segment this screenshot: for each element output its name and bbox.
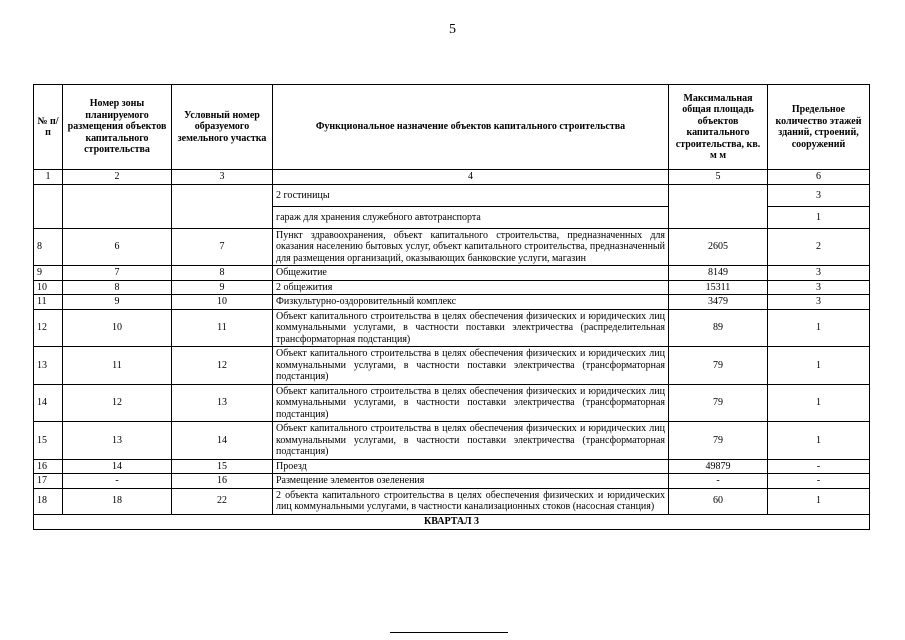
column-number-row [34, 170, 870, 185]
area-cell: 3479 [669, 295, 768, 310]
table-row [34, 295, 870, 310]
header-area: Максимальная общая площадь объектов капитального строительства, кв. м м [669, 85, 768, 170]
zone-cell: 10 [63, 309, 172, 347]
floors-cell: 3 [768, 266, 870, 281]
function-cell: 2 объекта капитального строительства в целях обеспечения физических и юридических лиц коммунальными услугами, в частности канализационных стоков (насосная станция) [273, 488, 669, 514]
table-cell [172, 184, 273, 228]
function-cell: 2 общежития [273, 280, 669, 295]
area-cell: 2605 [669, 228, 768, 266]
continuation-floors [768, 184, 870, 228]
area-cell: 79 [669, 347, 768, 385]
column-number: 4 [273, 170, 669, 185]
area-cell: 49879 [669, 459, 768, 474]
area-cell: 8149 [669, 266, 768, 281]
area-cell: 60 [669, 488, 768, 514]
zone-cell: 13 [63, 422, 172, 460]
table-cell [34, 184, 63, 228]
header-zone: Номер зоны планируемого размещения объектов капитального строительства [63, 85, 172, 170]
area-cell: 89 [669, 309, 768, 347]
row-index-cell: 14 [34, 384, 63, 422]
function-cell: Размещение элементов озеленения [273, 474, 669, 489]
zone-cell: 18 [63, 488, 172, 514]
floors-cell: 2 [768, 228, 870, 266]
table-row [34, 280, 870, 295]
floors-cell: 3 [816, 189, 821, 201]
row-index-cell: 18 [34, 488, 63, 514]
area-cell: - [669, 474, 768, 489]
row-index-cell: 11 [34, 295, 63, 310]
plot-cell: 16 [172, 474, 273, 489]
function-cell: Объект капитального строительства в целях обеспечения физических и юридических лиц коммунальными услугами, в частности поставки электричества (трансформаторная подстанция) [273, 422, 669, 460]
zone-cell: 12 [63, 384, 172, 422]
floors-cell: 1 [768, 347, 870, 385]
floors-cell: 3 [768, 280, 870, 295]
function-cell: Проезд [273, 459, 669, 474]
table-row [34, 347, 870, 385]
zone-cell: 6 [63, 228, 172, 266]
floors-cell: 3 [768, 295, 870, 310]
table-row [34, 228, 870, 266]
column-number: 3 [172, 170, 273, 185]
continuation-row [34, 184, 870, 228]
floors-cell: 1 [768, 384, 870, 422]
row-index-cell: 10 [34, 280, 63, 295]
area-cell: 79 [669, 384, 768, 422]
row-index-cell: 16 [34, 459, 63, 474]
header-index: № п/п [34, 85, 63, 170]
column-number: 2 [63, 170, 172, 185]
table-body [34, 170, 870, 515]
function-cell: Общежитие [273, 266, 669, 281]
footer-divider [390, 632, 508, 633]
function-cell: Объект капитального строительства в целях обеспечения физических и юридических лиц коммунальными услугами, в частности поставки электричества (трансформаторная подстанция) [273, 347, 669, 385]
function-cell: 2 гостиницы [276, 189, 330, 201]
table-cell [63, 184, 172, 228]
function-cell: Объект капитального строительства в целях обеспечения физических и юридических лиц коммунальными услугами, в частности поставки электричества (распределительная трансформаторная подстанция) [273, 309, 669, 347]
zone-cell: 9 [63, 295, 172, 310]
zone-cell: - [63, 474, 172, 489]
header-row [34, 85, 870, 170]
plot-cell: 9 [172, 280, 273, 295]
table-row [34, 422, 870, 460]
continuation-functions [273, 184, 669, 228]
plot-cell: 14 [172, 422, 273, 460]
row-index-cell: 12 [34, 309, 63, 347]
floors-cell: 1 [768, 309, 870, 347]
table-row [34, 384, 870, 422]
quarter-row [34, 514, 870, 529]
zoning-table [33, 84, 870, 530]
plot-cell: 7 [172, 228, 273, 266]
header-floors: Предельное количество этажей зданий, строений, сооружений [768, 85, 870, 170]
table-row [34, 488, 870, 514]
row-index-cell: 17 [34, 474, 63, 489]
plot-cell: 22 [172, 488, 273, 514]
function-cell: гараж для хранения служебного автотранспорта [273, 206, 668, 228]
plot-cell: 10 [172, 295, 273, 310]
function-cell: Объект капитального строительства в целях обеспечения физических и юридических лиц коммунальными услугами, в частности поставки электричества (трансформаторная подстанция) [273, 384, 669, 422]
table-row [34, 309, 870, 347]
area-cell: 15311 [669, 280, 768, 295]
floors-cell: - [768, 459, 870, 474]
header-plot: Условный номер образуемого земельного участка [172, 85, 273, 170]
row-index-cell: 8 [34, 228, 63, 266]
area-cell: 79 [669, 422, 768, 460]
table-row [34, 266, 870, 281]
column-number: 6 [768, 170, 870, 185]
column-number: 5 [669, 170, 768, 185]
plot-cell: 15 [172, 459, 273, 474]
column-number: 1 [34, 170, 63, 185]
floors-cell: - [768, 474, 870, 489]
row-index-cell: 13 [34, 347, 63, 385]
row-index-cell: 9 [34, 266, 63, 281]
plot-cell: 8 [172, 266, 273, 281]
floors-cell: 1 [768, 206, 869, 228]
zone-cell: 7 [63, 266, 172, 281]
row-index-cell: 15 [34, 422, 63, 460]
header-function: Функциональное назначение объектов капитального строительства [273, 85, 669, 170]
plot-cell: 11 [172, 309, 273, 347]
function-cell: Физкультурно-оздоровительный комплекс [273, 295, 669, 310]
table-cell [669, 184, 768, 228]
floors-cell: 1 [768, 422, 870, 460]
zone-cell: 11 [63, 347, 172, 385]
page-number: 5 [449, 22, 456, 37]
plot-cell: 12 [172, 347, 273, 385]
table-row [34, 459, 870, 474]
quarter-label: КВАРТАЛ 3 [34, 514, 870, 529]
plot-cell: 13 [172, 384, 273, 422]
table-row [34, 474, 870, 489]
zone-cell: 8 [63, 280, 172, 295]
floors-cell: 1 [768, 488, 870, 514]
function-cell: Пункт здравоохранения, объект капитального строительства, предназначенных для оказания населению бытовых услуг, объект капитального строительства, предназначенный для размещения организаций, оказывающих банковские услуги, магазин [273, 228, 669, 266]
zone-cell: 14 [63, 459, 172, 474]
